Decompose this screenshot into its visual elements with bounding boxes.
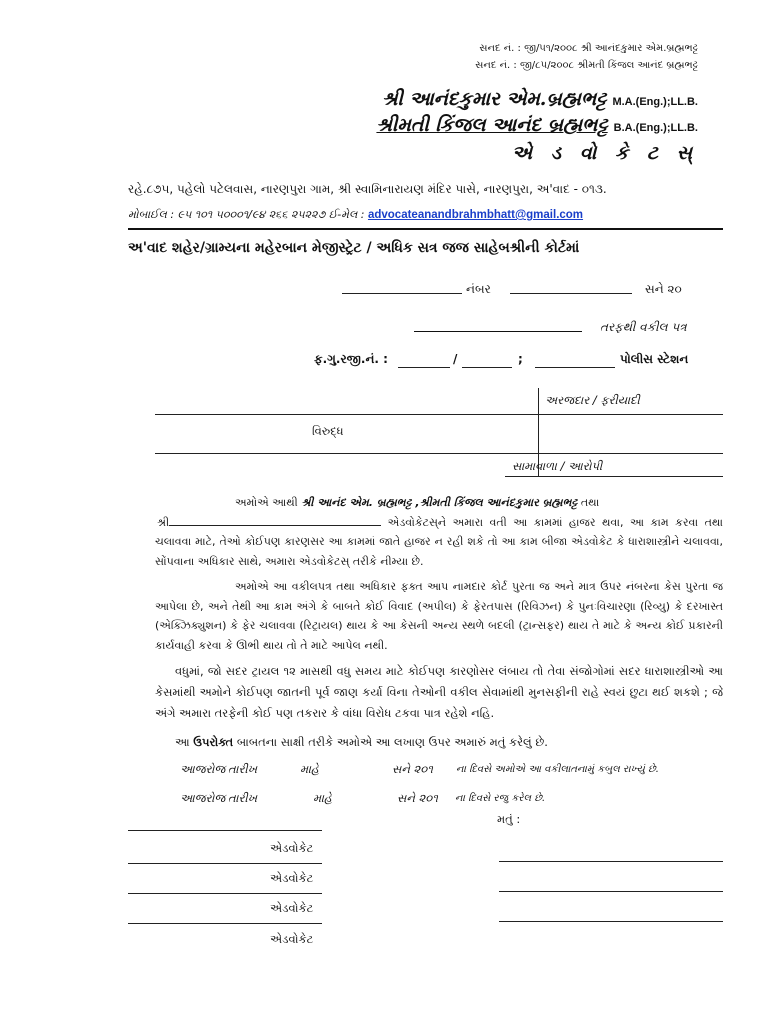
scope-paragraph bbox=[155, 577, 723, 655]
fir-separator-1: / bbox=[453, 352, 458, 366]
contact-line bbox=[128, 208, 583, 222]
appointment-intro: અમોએ આથી bbox=[235, 496, 298, 509]
enrollment-number-2: સનદ નં. : જી/૮૫/૨૦૦૮ શ્રીમતી કિંજલ આનંદ બ્રહ્મભટ્ટ bbox=[475, 60, 698, 71]
advocate-name-1-line bbox=[382, 88, 698, 110]
respondent-underline bbox=[505, 476, 723, 477]
parties-line-top bbox=[155, 414, 723, 415]
case-number-blank-1[interactable] bbox=[342, 293, 462, 294]
header-divider bbox=[128, 228, 723, 230]
witness-text: બાબતના સાક્ષી તરીકે અમોએ આ લખાણ ઉપર અમારું મતું કરેલું છે. bbox=[236, 735, 548, 749]
client-signature-line-3[interactable] bbox=[499, 921, 723, 922]
witness-statement bbox=[175, 735, 548, 750]
date-row-1-text: ના દિવસે અમોએ આ વકીલાતનામું કબુલ રાખ્યું છે. bbox=[456, 764, 659, 775]
versus-label: વિરુદ્ધ bbox=[312, 424, 344, 438]
witness-prefix: આ bbox=[175, 735, 190, 749]
fir-label: ફ.ગુ.રજી.નં. : bbox=[314, 352, 388, 366]
date-row-1-date: તારીખ bbox=[228, 762, 258, 776]
email-link[interactable]: advocateanandbrahmbhatt@gmail.com bbox=[367, 209, 584, 221]
additional-advocate-blank[interactable] bbox=[169, 525, 381, 526]
date-row-1-year: સને ૨૦૧ bbox=[392, 762, 433, 776]
advocate-signature-label-3: એડવોકેટ bbox=[270, 901, 314, 915]
respondent-label: સામાવાળા / આરોપી bbox=[512, 459, 603, 473]
advocate-degree-1: M.A.(Eng.);LL.B. bbox=[612, 96, 698, 108]
appointment-paragraph bbox=[155, 493, 723, 571]
witness-emphasis: ઉપરોક્ત bbox=[193, 735, 234, 749]
police-station-label: પોલીસ સ્ટેશન bbox=[620, 352, 689, 366]
advocate-name-2-line bbox=[376, 114, 698, 136]
client-signature-line-1[interactable] bbox=[499, 861, 723, 862]
signature-mark-label: મતું : bbox=[497, 812, 521, 826]
case-number-label: નંબર bbox=[466, 282, 491, 296]
applicant-label: અરજદાર / ફરીયાદી bbox=[545, 393, 640, 407]
date-row-2-date: તારીખ bbox=[228, 791, 258, 805]
appointment-terms: એડવોકેટસ્‌ને અમારા વતી આ કામમાં હાજર થવા, આ કામ કરવા તથા ચલાવવા માટે, તેઓ કોઈપણ કારણસર આ કામમાં જાતે હાજર ન રહી શકે તો આ કામ બીજા એડવોકેટ કે ધારાશાસ્ત્રીને ચલાવવા, સોંપવાના અધિકાર સાથે, અમારા એડવોકેટસ્ તરીકે નીમ્યા છે. bbox=[155, 515, 724, 568]
advocate-degree-2: B.A.(Eng.);LL.B. bbox=[613, 122, 698, 134]
office-address: રહે.૮૭૫, પહેલો પટેલવાસ, નારણપુરા ગામ, શ્રી સ્વામિનારાયણ મંદિર પાસે, નારણપુરા, અ'વાદ - ૦૧૩. bbox=[128, 182, 607, 196]
client-signature-line-2[interactable] bbox=[499, 891, 723, 892]
date-row-1-month: માહે bbox=[300, 762, 320, 776]
fir-blank-2[interactable] bbox=[462, 367, 512, 368]
withdrawal-text: વધુમાં, જો સદર ટ્રાયલ ૧૨ માસથી વધુ સમય માટે કોઈપણ કારણોસર લંબાય તો તેવા સંજોગોમાં સદર ધારાશાસ્ત્રીઓ આ કેસમાંથી અમોને કોઈપણ જાતની પૂર્વ જાણ કર્યા વિના તેઓની વકીલ સેવામાંથી મુનસફીની રાહે સ્વયં છુટા થઈ શકશે ; જે અંગે અમારા તરફેની કોઈ પણ તકરાર કે વાંધા વિરોધ ટકવા પાત્ર રહેશે નહિ. bbox=[155, 664, 723, 720]
case-number-blank-2[interactable] bbox=[510, 293, 632, 294]
date-row-2-month: માહે bbox=[313, 791, 333, 805]
case-year-label: સને ૨૦ bbox=[645, 282, 682, 296]
withdrawal-paragraph bbox=[155, 661, 723, 724]
appointed-advocates-names: શ્રી આનંદ એમ. બ્રહ્મભટ્ટ ,શ્રીમતી કિંજલ આનંદકુમાર બ્રહ્મભટ્ટ bbox=[301, 496, 578, 509]
enrollment-number-1: સનદ નં. : જી/૫૧/૨૦૦૮ શ્રી આનંદકુમાર એમ.બ્રહ્મભટ્ટ bbox=[479, 43, 698, 54]
advocate-signature-label-2: એડવોકેટ bbox=[270, 871, 314, 885]
parties-line-bottom bbox=[155, 453, 723, 454]
party-name-blank[interactable] bbox=[414, 331, 582, 332]
date-row-2-text: ના દિવસે રજુ કરેલ છે. bbox=[455, 793, 546, 804]
appointment-and: તથા bbox=[580, 496, 600, 509]
vakil-patra-label: તરફથી વકીલ પત્ર bbox=[600, 320, 687, 334]
advocate-signature-label-4: એડવોકેટ bbox=[270, 932, 314, 946]
advocate-name-1: શ્રી આનંદકુમાર એમ.બ્રહ્મભટ્ટ bbox=[381, 88, 607, 110]
date-row-1-today: આજરોજ bbox=[180, 762, 226, 776]
advocates-heading: એ ડ વો કે ટ સ્ bbox=[512, 142, 698, 164]
court-title: અ'વાદ શહેર/ગ્રામ્યના મહેરબાન મેજીસ્ટ્રેટ / અધિક સત્ર જજ સાહેબશ્રીની કોર્ટમાં bbox=[128, 240, 580, 256]
advocate-name-2: શ્રીમતી કિંજલ આનંદ બ્રહ્મભટ્ટ bbox=[376, 114, 608, 136]
advocate-signature-label-1: એડવોકેટ bbox=[270, 841, 314, 855]
date-row-2-year: સને ૨૦૧ bbox=[397, 791, 438, 805]
advocate-signature-line-4[interactable] bbox=[128, 923, 322, 924]
advocate-signature-line-3[interactable] bbox=[128, 893, 322, 894]
mobile-numbers: મોબાઈલ : ૯૫ ૧૦૧ ૫૦૦૦૧/૯૪ ૨૬૬ ૨૫૨૨૭ ઈ-મેલ : bbox=[128, 208, 365, 221]
fir-separator-2: ; bbox=[518, 352, 523, 366]
scope-text: અમોએ આ વકીલપત્ર તથા અધિકાર ફક્ત આપ નામદાર કોર્ટ પુરતા જ અને માત્ર ઉપર નંબરના કેસ પુરતા જ આપેલા છે, અને તેથી આ કામ અંગે કે બાબતે કોઈ વિવાદ (અપીલ) કે ફેરતપાસ (રિવિઝન) કે પુનઃવિચારણા (રિવ્યુ) કે દરખાસ્ત (એક્ઝિક્યુશન) કે ફેર ચલાવવા (રિટ્રાયલ) થાય કે આ કેસની અન્ય સ્થળે બદલી (ટ્રાન્સફર) થાય તે માટે કે અન્ય કોઈ પ્રકારની કાર્યવાહી કરવા કે ઊભી થાય તો તે માટે આપેલ નથી. bbox=[155, 580, 723, 652]
fir-blank-1[interactable] bbox=[398, 367, 450, 368]
advocate-signature-line-2[interactable] bbox=[128, 863, 322, 864]
additional-advocate-prefix: શ્રી bbox=[157, 515, 170, 529]
fir-blank-3[interactable] bbox=[535, 367, 615, 368]
advocate-signature-line-1[interactable] bbox=[128, 830, 322, 831]
date-row-2-today: આજરોજ bbox=[180, 791, 226, 805]
